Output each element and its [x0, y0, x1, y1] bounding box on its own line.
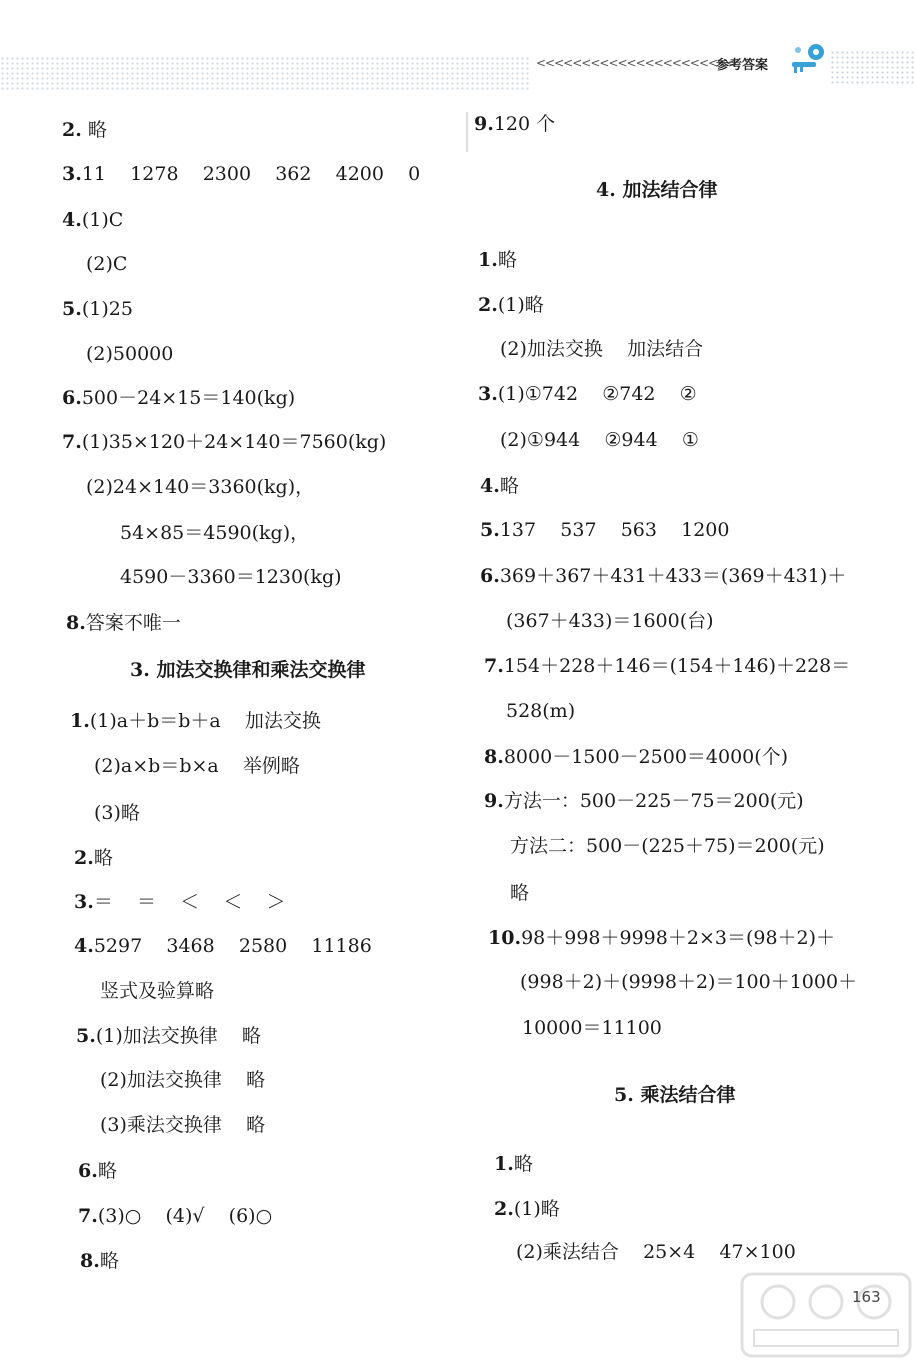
section-title: 3. 加法交换律和乘法交换律	[130, 659, 366, 681]
answer-line: 方法二：500－(225＋75)＝200(元)	[510, 835, 825, 857]
answer-line: 3.＝ ＝ ＜ ＜ ＞	[74, 891, 286, 913]
answer-line: 1.略	[478, 249, 517, 271]
answer-line: 9.120 个	[474, 113, 556, 135]
answer-line: (3)略	[94, 802, 140, 824]
page-number: 163	[852, 1288, 881, 1306]
answer-line: 3.11 1278 2300 362 4200 0	[62, 163, 421, 185]
page-header	[0, 38, 916, 88]
answer-line: 10.98＋998＋9998＋2×3＝(98＋2)＋	[488, 927, 836, 949]
answer-line: 8.略	[80, 1250, 119, 1272]
answer-line: 1.(1)a＋b＝b＋a 加法交换	[70, 710, 321, 732]
answer-line: 2.(1)略	[494, 1198, 560, 1220]
answer-line: 6.500－24×15＝140(kg)	[62, 387, 296, 409]
answer-line: 7.(1)35×120＋24×140＝7560(kg)	[62, 431, 387, 453]
answer-line: 4.(1)C	[62, 209, 124, 231]
section-title: 5. 乘法结合律	[614, 1084, 736, 1106]
answer-line: (3)乘法交换律 略	[100, 1114, 266, 1136]
answer-line: (2)24×140＝3360(kg)，	[86, 476, 315, 498]
answer-line: 5.137 537 563 1200	[480, 519, 730, 541]
column-divider-mark	[466, 112, 468, 152]
watermark-logo-icon	[738, 1270, 914, 1360]
answer-line: (2)50000	[86, 343, 174, 365]
answer-line: (367＋433)＝1600(台)	[506, 610, 714, 632]
answer-line: 5.(1)25	[62, 298, 133, 320]
header-title: 参考答案	[716, 58, 769, 73]
header-dot-pattern	[0, 56, 530, 90]
answer-line: 4.略	[480, 475, 519, 497]
answer-line: 4590－3360＝1230(kg)	[120, 566, 342, 588]
answer-line: 3.(1)①742 ②742 ②	[478, 383, 697, 405]
answer-line: 8.答案不唯一	[66, 612, 181, 634]
answer-line: (2)加法交换律 略	[100, 1069, 266, 1091]
answer-line: (2)加法交换 加法结合	[500, 338, 704, 360]
answer-line: 8.8000－1500－2500＝4000(个)	[484, 746, 789, 768]
answer-line: 10000＝11100	[522, 1017, 662, 1039]
answer-line: 54×85＝4590(kg)，	[120, 522, 310, 544]
answer-line: 7.154＋228＋146＝(154＋146)＋228＝	[484, 655, 851, 677]
answer-line: (998＋2)＋(9998＋2)＝100＋1000＋	[520, 971, 858, 993]
answer-line: 9.方法一：500－225－75＝200(元)	[484, 790, 804, 812]
answer-line: (2)a×b＝b×a 举例略	[94, 755, 300, 777]
answer-line: (2)①944 ②944 ①	[500, 429, 699, 451]
answer-line: (2)C	[86, 253, 128, 275]
answer-line: 7.(3)○ (4)√ (6)○	[78, 1205, 273, 1227]
answer-line: 2. 略	[62, 119, 107, 141]
answer-line: 528(m)	[506, 700, 576, 722]
answer-line: 5.(1)加法交换律 略	[76, 1025, 261, 1047]
section-title: 4. 加法结合律	[596, 179, 718, 201]
header-dot-pattern-right	[830, 50, 916, 84]
header-chevrons: <<<<<<<<<<<<<<<<<<<<<<	[536, 56, 736, 70]
answer-line: 6.略	[78, 1160, 117, 1182]
answer-line: 略	[510, 882, 530, 904]
key-mascot-icon	[786, 40, 830, 80]
answer-line: 2.(1)略	[478, 294, 544, 316]
answer-line: 竖式及验算略	[100, 980, 215, 1002]
answer-line: 1.略	[494, 1153, 533, 1175]
answer-line: 4.5297 3468 2580 11186	[74, 935, 372, 957]
answer-line: (2)乘法结合 25×4 47×100	[516, 1241, 796, 1263]
answer-line: 2.略	[74, 847, 113, 869]
answer-line: 6.369＋367＋431＋433＝(369＋431)＋	[480, 565, 847, 587]
